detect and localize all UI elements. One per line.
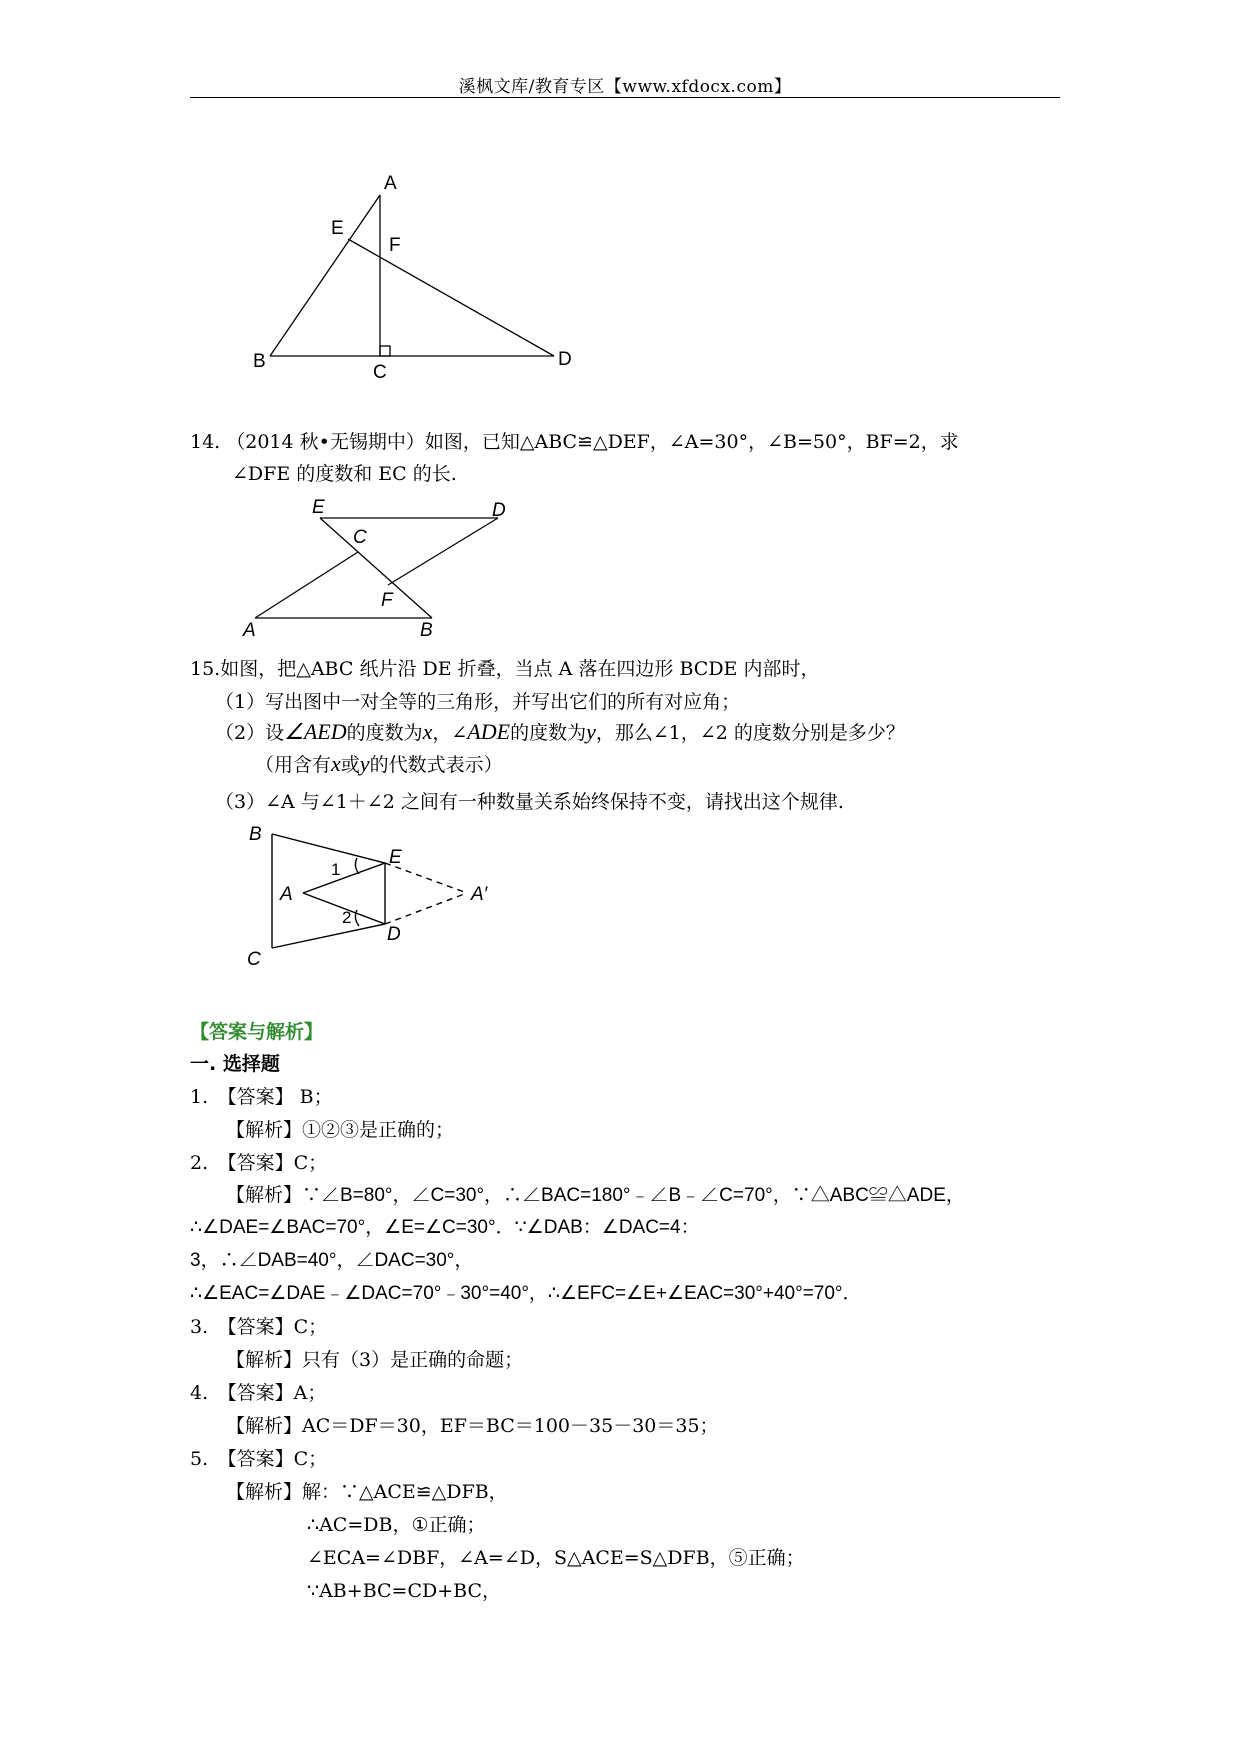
arc-angle-1 [355, 858, 359, 874]
seg-AE [303, 863, 385, 893]
answer-2-explanation-3: 3，∴∠DAB=40°，∠DAC=30°， [190, 1250, 474, 1271]
label-B: B [420, 620, 433, 641]
header-rule [190, 97, 1060, 98]
answer-2-explanation-1: 【解析】∵∠B=80°，∠C=30°，∴∠BAC=180°﹣∠B﹣∠C=70°，∵△ABC≌△ADE， [226, 1185, 965, 1206]
q15-part2-b: 的度数为 [346, 722, 423, 744]
answer-5-explanation-4: ∵AB+BC=CD+BC， [307, 1580, 502, 1602]
label-C: C [353, 527, 367, 548]
answer-3-explanation: 【解析】只有（3）是正确的命题； [226, 1349, 524, 1371]
answer-1: 1. 【答案】 B； [190, 1086, 333, 1108]
q15-part2-e: ，那么∠1，∠2 的度数分别是多少？ [595, 722, 905, 744]
answer-5: 5. 【答案】C； [190, 1448, 328, 1470]
answer-2-explanation-4: ∴∠EAC=∠DAE﹣∠DAC=70°﹣30°=40°，∴∠EFC=∠E+∠EAC=30°+40°=70°． [190, 1283, 862, 1304]
label-E: E [389, 847, 402, 868]
q15-note-a: （用含有 [255, 754, 332, 776]
label-E: E [331, 218, 344, 239]
seg-BE [270, 195, 380, 356]
math-ade: ADE [467, 719, 511, 744]
answer-3: 3. 【答案】C； [190, 1316, 328, 1338]
q15-part2-a: （2）设 [215, 722, 285, 744]
answer-2-explanation-2: ∴∠DAE=∠BAC=70°，∠E=∠C=30°．∵∠DAB：∠DAC=4： [190, 1217, 700, 1238]
label-D: D [387, 924, 401, 945]
math-x: x [422, 719, 433, 744]
label-B: B [253, 351, 266, 372]
label-E: E [312, 497, 325, 518]
q15-note-b: 或 [340, 754, 360, 776]
page-header: 溪枫文库/教育专区【www.xfdocx.com】 [458, 77, 792, 97]
seg-FD [388, 518, 498, 585]
seg-BE [272, 834, 385, 863]
label-D: D [558, 349, 572, 370]
label-F: F [381, 590, 393, 611]
answer-5-explanation-2: ∴AC=DB，①正确； [307, 1514, 486, 1536]
q15-part2-note [255, 752, 503, 777]
label-A-prime: A′ [471, 884, 488, 905]
figure-14 [240, 495, 520, 645]
label-A: A [280, 884, 293, 905]
q15-part2 [215, 720, 905, 745]
math-y: y [586, 719, 596, 744]
label-angle-2: 2 [342, 908, 352, 927]
q14-line2: ∠DFE 的度数和 EC 的长. [232, 463, 457, 485]
label-D: D [492, 500, 506, 521]
math-y2: y [359, 751, 370, 776]
q15-part2-c: ，∠ [432, 722, 468, 744]
label-angle-1: 1 [331, 860, 341, 879]
q15-note-c: 的代数式表示） [369, 754, 503, 776]
answer-1-explanation: 【解析】①②③是正确的； [226, 1119, 455, 1141]
q14-line1: 14. （2014 秋•无锡期中）如图，已知△ABC≌△DEF，∠A=30°，∠B=50°，BF=2，求 [190, 431, 959, 453]
label-A: A [384, 173, 397, 194]
answer-5-explanation-3: ∠ECA=∠DBF，∠A=∠D，S△ACE=S△DFB，⑤正确； [307, 1547, 805, 1569]
q15-part2-d: 的度数为 [510, 722, 587, 744]
seg-DA-prime [385, 893, 467, 924]
label-B: B [249, 824, 262, 845]
q15-part1: （1）写出图中一对全等的三角形，并写出它们的所有对应角； [215, 691, 741, 713]
label-C: C [373, 362, 387, 383]
seg-AC [255, 552, 358, 618]
answer-5-explanation-1: 【解析】解：∵△ACE≌△DFB， [226, 1481, 508, 1503]
answers-title: 【答案与解析】 [190, 1021, 324, 1043]
q15-line1: 15.如图，把△ABC 纸片沿 DE 折叠，当点 A 落在四边形 BCDE 内部时， [190, 658, 820, 680]
math-x2: x [331, 751, 341, 776]
answers-section-heading: 一. 选择题 [190, 1053, 280, 1075]
seg-CD [272, 924, 385, 948]
arc-angle-2 [355, 910, 359, 926]
q15-part3: （3）∠A 与∠1＋∠2 之间有一种数量关系始终保持不变，请找出这个规律. [215, 791, 844, 813]
math-angle-aed: ∠AED [284, 719, 347, 744]
answer-2: 2. 【答案】C； [190, 1152, 328, 1174]
figure-15 [245, 820, 515, 970]
label-C: C [247, 949, 261, 970]
label-F: F [389, 235, 401, 256]
figure-13 [240, 160, 590, 390]
label-A: A [243, 620, 256, 641]
answer-4: 4. 【答案】A； [190, 1382, 327, 1404]
answer-4-explanation: 【解析】AC＝DF＝30，EF＝BC＝100－35－30＝35； [226, 1415, 719, 1437]
right-angle-mark [380, 346, 390, 356]
seg-ED [348, 239, 554, 356]
